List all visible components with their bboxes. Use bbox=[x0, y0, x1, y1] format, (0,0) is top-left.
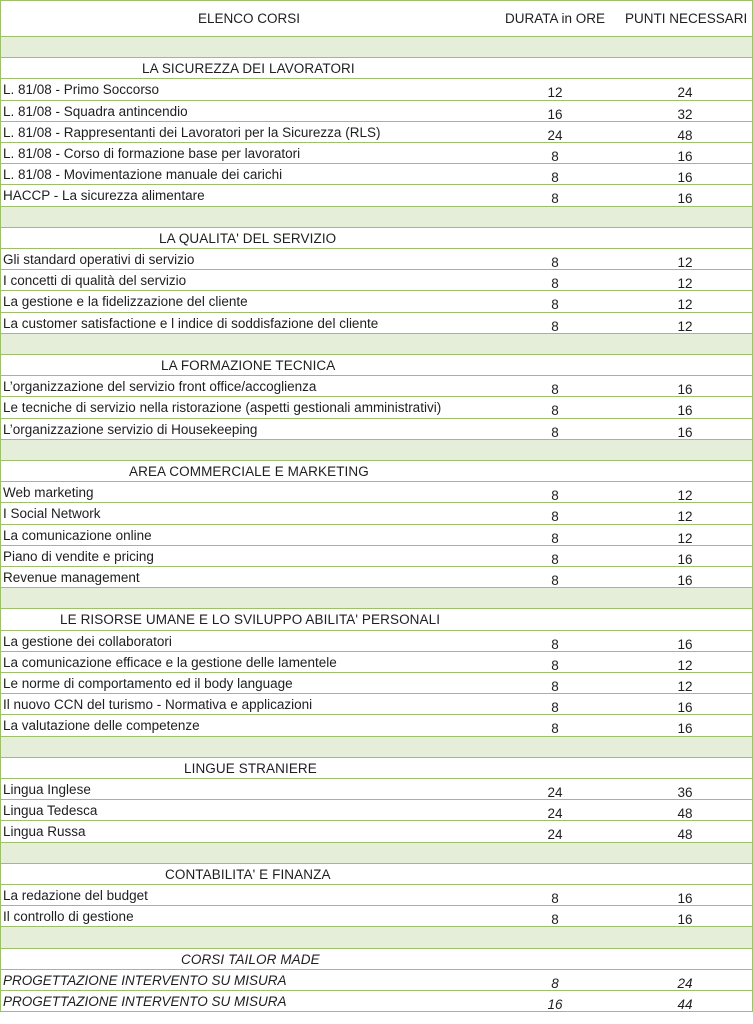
course-points: 12 bbox=[677, 297, 693, 313]
course-points: 32 bbox=[677, 106, 693, 122]
table-row bbox=[0, 143, 753, 164]
course-points: 12 bbox=[677, 488, 693, 504]
course-name: Revenue management bbox=[3, 570, 140, 585]
table-row bbox=[0, 397, 753, 418]
course-hours: 8 bbox=[551, 975, 559, 991]
table-row bbox=[0, 991, 753, 1012]
table-row bbox=[0, 546, 753, 567]
table-row bbox=[0, 419, 753, 440]
course-points: 16 bbox=[677, 403, 693, 419]
course-points: 44 bbox=[677, 997, 693, 1012]
course-hours: 8 bbox=[551, 530, 559, 546]
course-hours: 12 bbox=[547, 85, 563, 101]
section-header-row bbox=[0, 609, 753, 630]
section-header-row bbox=[0, 228, 753, 249]
header-course-list: ELENCO CORSI bbox=[198, 11, 301, 26]
course-name: La valutazione delle competenze bbox=[3, 718, 200, 734]
course-points: 36 bbox=[677, 785, 693, 800]
section-title: AREA COMMERCIALE E MARKETING bbox=[129, 464, 369, 479]
course-points: 12 bbox=[677, 679, 693, 694]
course-name: L’organizzazione del servizio front office/accoglienza bbox=[3, 379, 317, 395]
course-hours: 8 bbox=[551, 424, 559, 440]
course-points: 16 bbox=[677, 891, 693, 906]
table-row bbox=[0, 652, 753, 673]
course-points: 16 bbox=[677, 721, 693, 737]
section-header-row bbox=[0, 864, 753, 885]
course-hours: 16 bbox=[547, 997, 563, 1012]
course-points: 16 bbox=[677, 573, 693, 588]
course-hours: 8 bbox=[551, 403, 559, 419]
course-name: Gli standard operativi di servizio bbox=[3, 252, 195, 267]
table-row bbox=[0, 715, 753, 736]
course-name: L. 81/08 - Primo Soccorso bbox=[3, 82, 160, 98]
course-name: L. 81/08 - Squadra antincendio bbox=[3, 103, 188, 119]
course-hours: 8 bbox=[551, 276, 559, 292]
course-points: 48 bbox=[677, 806, 693, 822]
spacer-row bbox=[0, 927, 753, 948]
course-name: PROGETTAZIONE INTERVENTO SU MISURA bbox=[3, 994, 287, 1009]
course-hours: 8 bbox=[551, 509, 559, 525]
section-title: CONTABILITA' E FINANZA bbox=[165, 866, 331, 882]
course-hours: 24 bbox=[547, 127, 563, 143]
course-hours: 8 bbox=[551, 721, 559, 737]
spacer-row bbox=[0, 737, 753, 758]
course-hours: 24 bbox=[547, 806, 563, 822]
course-name: L’organizzazione servizio di Housekeeping bbox=[3, 421, 258, 437]
table-row bbox=[0, 101, 753, 122]
course-hours: 8 bbox=[551, 657, 559, 673]
section-title: LA FORMAZIONE TECNICA bbox=[161, 358, 336, 373]
table-row bbox=[0, 970, 753, 991]
course-name: La comunicazione online bbox=[3, 527, 152, 543]
table-row bbox=[0, 270, 753, 291]
course-name: La comunicazione efficace e la gestione delle lamentele bbox=[3, 654, 337, 670]
section-header-row bbox=[0, 58, 753, 79]
course-name: Web marketing bbox=[3, 485, 94, 501]
table-row bbox=[0, 376, 753, 397]
table-row bbox=[0, 291, 753, 312]
spacer-row bbox=[0, 207, 753, 228]
table-row bbox=[0, 779, 753, 800]
course-hours: 24 bbox=[547, 827, 563, 843]
course-name: La gestione dei collaboratori bbox=[3, 633, 172, 649]
course-hours: 8 bbox=[551, 382, 559, 398]
course-points: 12 bbox=[677, 318, 693, 334]
header-points: PUNTI NECESSARI bbox=[625, 11, 748, 26]
course-hours: 8 bbox=[551, 573, 559, 588]
section-title: LA SICUREZZA DEI LAVORATORI bbox=[142, 61, 355, 77]
table-row bbox=[0, 906, 753, 927]
spacer-row bbox=[0, 440, 753, 461]
course-name: Piano di vendite e pricing bbox=[3, 548, 154, 564]
course-points: 16 bbox=[677, 424, 693, 440]
course-points: 24 bbox=[677, 975, 693, 991]
course-name: Le tecniche di servizio nella ristorazione (aspetti gestionali amministrativi) bbox=[3, 400, 442, 416]
section-header-row bbox=[0, 355, 753, 376]
course-hours: 8 bbox=[551, 891, 559, 906]
course-points: 48 bbox=[677, 827, 693, 843]
course-name: Il controllo di gestione bbox=[3, 909, 134, 925]
course-name: Lingua Inglese bbox=[3, 782, 91, 797]
spacer-row bbox=[0, 588, 753, 609]
course-hours: 8 bbox=[551, 318, 559, 334]
course-hours: 8 bbox=[551, 636, 559, 652]
course-hours: 8 bbox=[551, 551, 559, 567]
table-row bbox=[0, 185, 753, 206]
table-header bbox=[0, 0, 753, 37]
course-points: 16 bbox=[677, 382, 693, 398]
course-points: 12 bbox=[677, 255, 693, 270]
course-name: Il nuovo CCN del turismo - Normativa e applicazioni bbox=[3, 697, 313, 713]
course-hours: 8 bbox=[551, 149, 559, 164]
spacer-row bbox=[0, 37, 753, 58]
course-hours: 24 bbox=[547, 785, 563, 800]
course-name: L. 81/08 - Rappresentanti dei Lavoratori per la Sicurezza (RLS) bbox=[3, 124, 381, 140]
course-points: 16 bbox=[677, 551, 693, 567]
course-name: La redazione del budget bbox=[3, 888, 148, 903]
section-header-row bbox=[0, 461, 753, 482]
table-row bbox=[0, 164, 753, 185]
table-row bbox=[0, 122, 753, 143]
course-points: 12 bbox=[677, 657, 693, 673]
course-points: 16 bbox=[677, 170, 693, 186]
table-row bbox=[0, 313, 753, 334]
course-name: La customer satisfactione e l indice di soddisfazione del cliente bbox=[3, 315, 379, 331]
table-row bbox=[0, 249, 753, 270]
course-name: L. 81/08 - Movimentazione manuale dei carichi bbox=[3, 167, 283, 183]
course-name: Le norme di comportamento ed il body language bbox=[3, 676, 293, 691]
course-points: 16 bbox=[677, 912, 693, 928]
course-points: 24 bbox=[677, 85, 693, 101]
course-points: 16 bbox=[677, 191, 693, 207]
course-hours: 8 bbox=[551, 255, 559, 270]
table-row bbox=[0, 482, 753, 503]
course-name: I concetti di qualità del servizio bbox=[3, 273, 187, 289]
course-points: 16 bbox=[677, 700, 693, 716]
course-name: HACCP - La sicurezza alimentare bbox=[3, 188, 205, 204]
course-name: Lingua Tedesca bbox=[3, 803, 98, 819]
table-row bbox=[0, 821, 753, 842]
course-hours: 8 bbox=[551, 170, 559, 186]
table-row bbox=[0, 673, 753, 694]
course-name: PROGETTAZIONE INTERVENTO SU MISURA bbox=[3, 972, 287, 988]
header-duration: DURATA in ORE bbox=[505, 11, 606, 26]
course-hours: 8 bbox=[551, 700, 559, 716]
course-name: L. 81/08 - Corso di formazione base per lavoratori bbox=[3, 146, 301, 161]
course-points: 16 bbox=[677, 636, 693, 652]
table-row bbox=[0, 79, 753, 100]
section-title: LA QUALITA' DEL SERVIZIO bbox=[159, 230, 337, 246]
table-row bbox=[0, 885, 753, 906]
course-points: 12 bbox=[677, 509, 693, 525]
table-row bbox=[0, 694, 753, 715]
section-title: LE RISORSE UMANE E LO SVILUPPO ABILITA' PERSONALI bbox=[60, 612, 441, 628]
section-header-row bbox=[0, 949, 753, 970]
table-row bbox=[0, 800, 753, 821]
table-row bbox=[0, 503, 753, 524]
table-row bbox=[0, 631, 753, 652]
course-hours: 8 bbox=[551, 488, 559, 504]
course-points: 12 bbox=[677, 530, 693, 546]
course-hours: 16 bbox=[547, 106, 563, 122]
course-points: 12 bbox=[677, 276, 693, 292]
course-hours: 8 bbox=[551, 191, 559, 207]
course-name: Lingua Russa bbox=[3, 824, 86, 840]
course-hours: 8 bbox=[551, 297, 559, 313]
spacer-row bbox=[0, 334, 753, 355]
course-hours: 8 bbox=[551, 912, 559, 928]
table-row bbox=[0, 525, 753, 546]
course-name: La gestione e la fidelizzazione del cliente bbox=[3, 294, 248, 310]
spacer-row bbox=[0, 843, 753, 864]
section-title: CORSI TAILOR MADE bbox=[181, 951, 320, 967]
course-points: 16 bbox=[677, 149, 693, 164]
table-row bbox=[0, 567, 753, 588]
course-hours: 8 bbox=[551, 679, 559, 694]
section-header-row bbox=[0, 758, 753, 779]
course-points: 48 bbox=[677, 127, 693, 143]
section-title: LINGUE STRANIERE bbox=[184, 760, 317, 776]
course-name: I Social Network bbox=[3, 506, 101, 522]
